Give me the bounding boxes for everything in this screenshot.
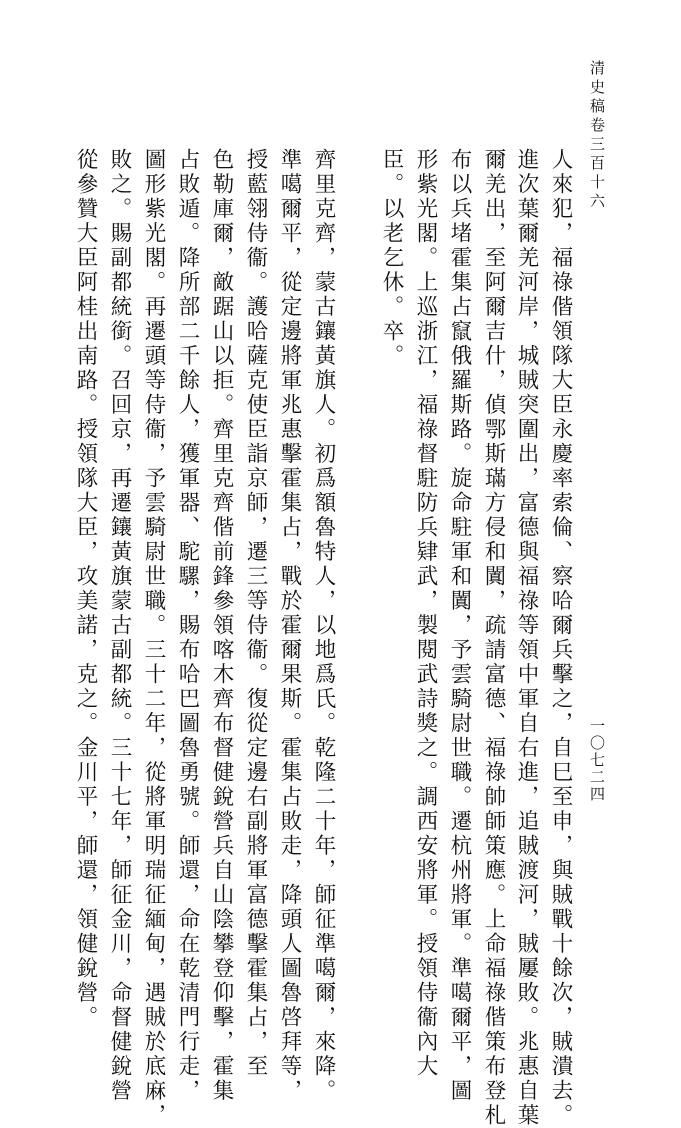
text-column: 進次葉爾羌河岸，城賊突圍出，富德與福祿等領中軍自右進，追賊渡河，賊屢敗。兆惠自葉	[514, 148, 539, 1128]
book-title: 清史稿卷三百十六	[588, 60, 606, 212]
text-column: 準噶爾平，從定邊將軍兆惠擊霍集占，戰於霍爾果斯。霍集占敗走，降頭人圖魯啓拜等，	[277, 148, 302, 1104]
text-column: 齊里克齊，蒙古鑲黃旗人。初爲額魯特人，以地爲氏。乾隆二十年，師征準噶爾，來降。	[311, 148, 336, 1104]
text-column: 敗之。賜副都統銜。召回京，再遷鑲黃旗蒙古副都統。三十七年，師征金川，命督健銳營	[107, 148, 132, 1104]
text-column	[344, 148, 370, 988]
text-column: 圖形紫光閣。再遷頭等侍衞，予雲騎尉世職。三十二年，從將軍明瑞征緬甸，遇賊於底麻，	[141, 148, 166, 1128]
text-column: 布以兵堵霍集占竄俄羅斯路。旋命駐軍和闐，予雲騎尉世職。遷杭州將軍。準噶爾平，圖	[447, 148, 472, 1104]
text-column: 人來犯，福祿偕領隊大臣永慶率索倫、察哈爾兵擊之，自巳至申，與賊戰十餘次，賊潰去。	[548, 148, 573, 1128]
text-column: 授藍翎侍衞。護哈薩克使臣詣京師，遷三等侍衞。復從定邊右副將軍富德擊霍集占，至	[243, 148, 268, 1079]
text-column: 臣。以老乞休。卒。	[379, 148, 404, 369]
page-number: 一〇七二四	[588, 718, 606, 803]
text-column: 占敗遁。降所部二千餘人，獲軍器、駝騾，賜布哈巴圖魯勇號。師還，命在乾清門行走，	[175, 148, 200, 1104]
text-column: 色勒庫爾，敵踞山以拒。齊里克齊偕前鋒參領喀木齊布督健銳營兵自山陰攀登仰擊，霍集	[209, 148, 234, 1104]
text-column: 爾羌出，至阿爾吉什，偵鄂斯璊方侵和闐，疏請富德、福祿帥師策應。上命福祿偕策布登札	[481, 148, 506, 1128]
text-column: 形紫光閣。上巡浙江，福祿督駐防兵肄武，製閱武詩獎之。調西安將軍。授領侍衞內大	[413, 148, 438, 1079]
text-column: 從參贊大臣阿桂出南路。授領隊大臣，攻美諾，克之。金川平，師還，領健銳營。	[73, 148, 98, 1030]
